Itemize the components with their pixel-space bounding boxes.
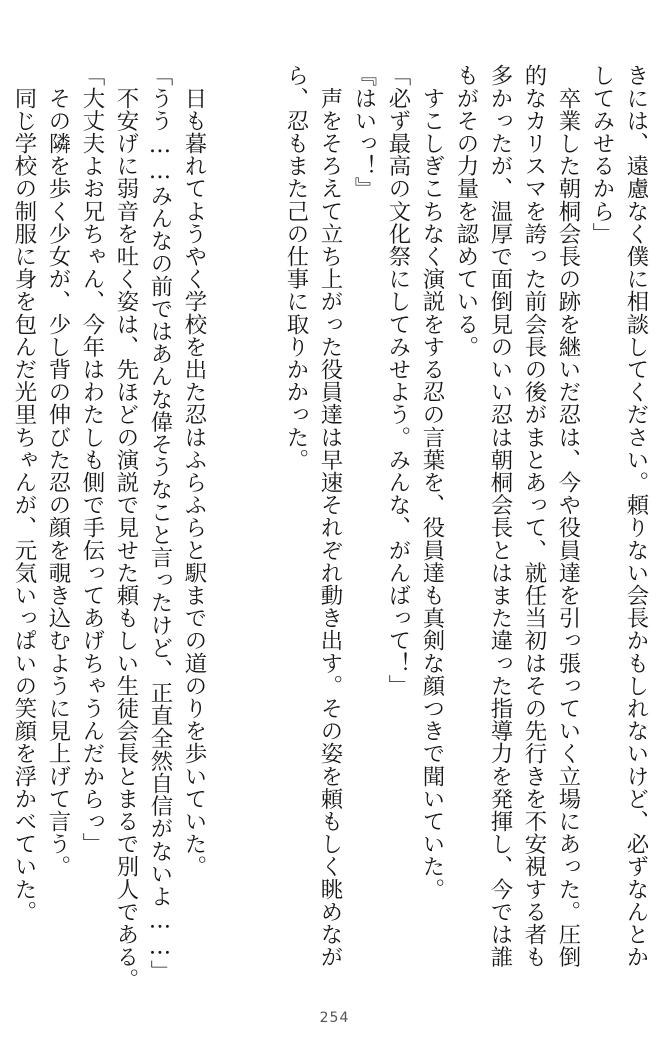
text-line: ら、忍もまた己の仕事に取りかかった。 bbox=[283, 64, 309, 471]
text-line: もがその力量を認めている。 bbox=[453, 64, 479, 358]
text-line: 不安げに弱音を吐く姿は、先ほどの演説で見せた頼もしい生徒会長とまるで別人である。 bbox=[113, 64, 139, 991]
text-line: その隣を歩く少女が、少し背の伸びた忍の顔を覗き込むように見上げて言う。 bbox=[45, 64, 71, 878]
text-line: 同じ学校の制服に身を包んだ光里ちゃんが、元気いっぱいの笑顔を浮かべていた。 bbox=[11, 64, 37, 923]
text-line: 多かったが、温厚で面倒見のいい忍は朝桐会長とはまた違った指導力を発揮し、今では誰 bbox=[487, 64, 513, 968]
page-number: 254 bbox=[319, 1010, 350, 1026]
blank-line bbox=[212, 64, 243, 994]
vertical-text-body bbox=[1, 64, 651, 994]
text-line: 的なカリスマを誇った前会長の後がまとあって、就任当初はその先行きを不安視する者も bbox=[521, 64, 547, 968]
text-line: 卒業した朝桐会長の跡を継いだ忍は、今や役員達を引っ張っていく立場にあった。圧倒 bbox=[555, 64, 581, 968]
text-line: 「大丈夫よお兄ちゃん、今年はわたしも側で手伝ってあげちゃうんだからっ」 bbox=[79, 64, 105, 855]
text-line: 「必ず最高の文化祭にしてみせよう。みんな、がんばって！」 bbox=[385, 64, 411, 697]
text-line: きには、遠慮なく僕に相談してください。頼りない会長かもしれないけど、必ずなんとか bbox=[623, 64, 649, 968]
text-line: 「うう……みんなの前ではあんな偉そうなこと言ったけど、正直全然自信がないよ……」 bbox=[147, 64, 173, 983]
blank-line bbox=[246, 64, 277, 994]
text-line: 日も暮れてようやく学校を出た忍はふらふらと駅までの道のりを歩いていた。 bbox=[181, 64, 207, 878]
text-line: 声をそろえて立ち上がった役員達は早速それぞれ動き出す。その姿を頼もしく眺めなが bbox=[317, 64, 343, 968]
text-line: すこしぎこちなく演説をする忍の言葉を、役員達も真剣な顔つきで聞いていた。 bbox=[419, 64, 445, 901]
text-line: 『はいっ！』 bbox=[351, 64, 377, 200]
text-line: してみせるから」 bbox=[589, 64, 615, 245]
